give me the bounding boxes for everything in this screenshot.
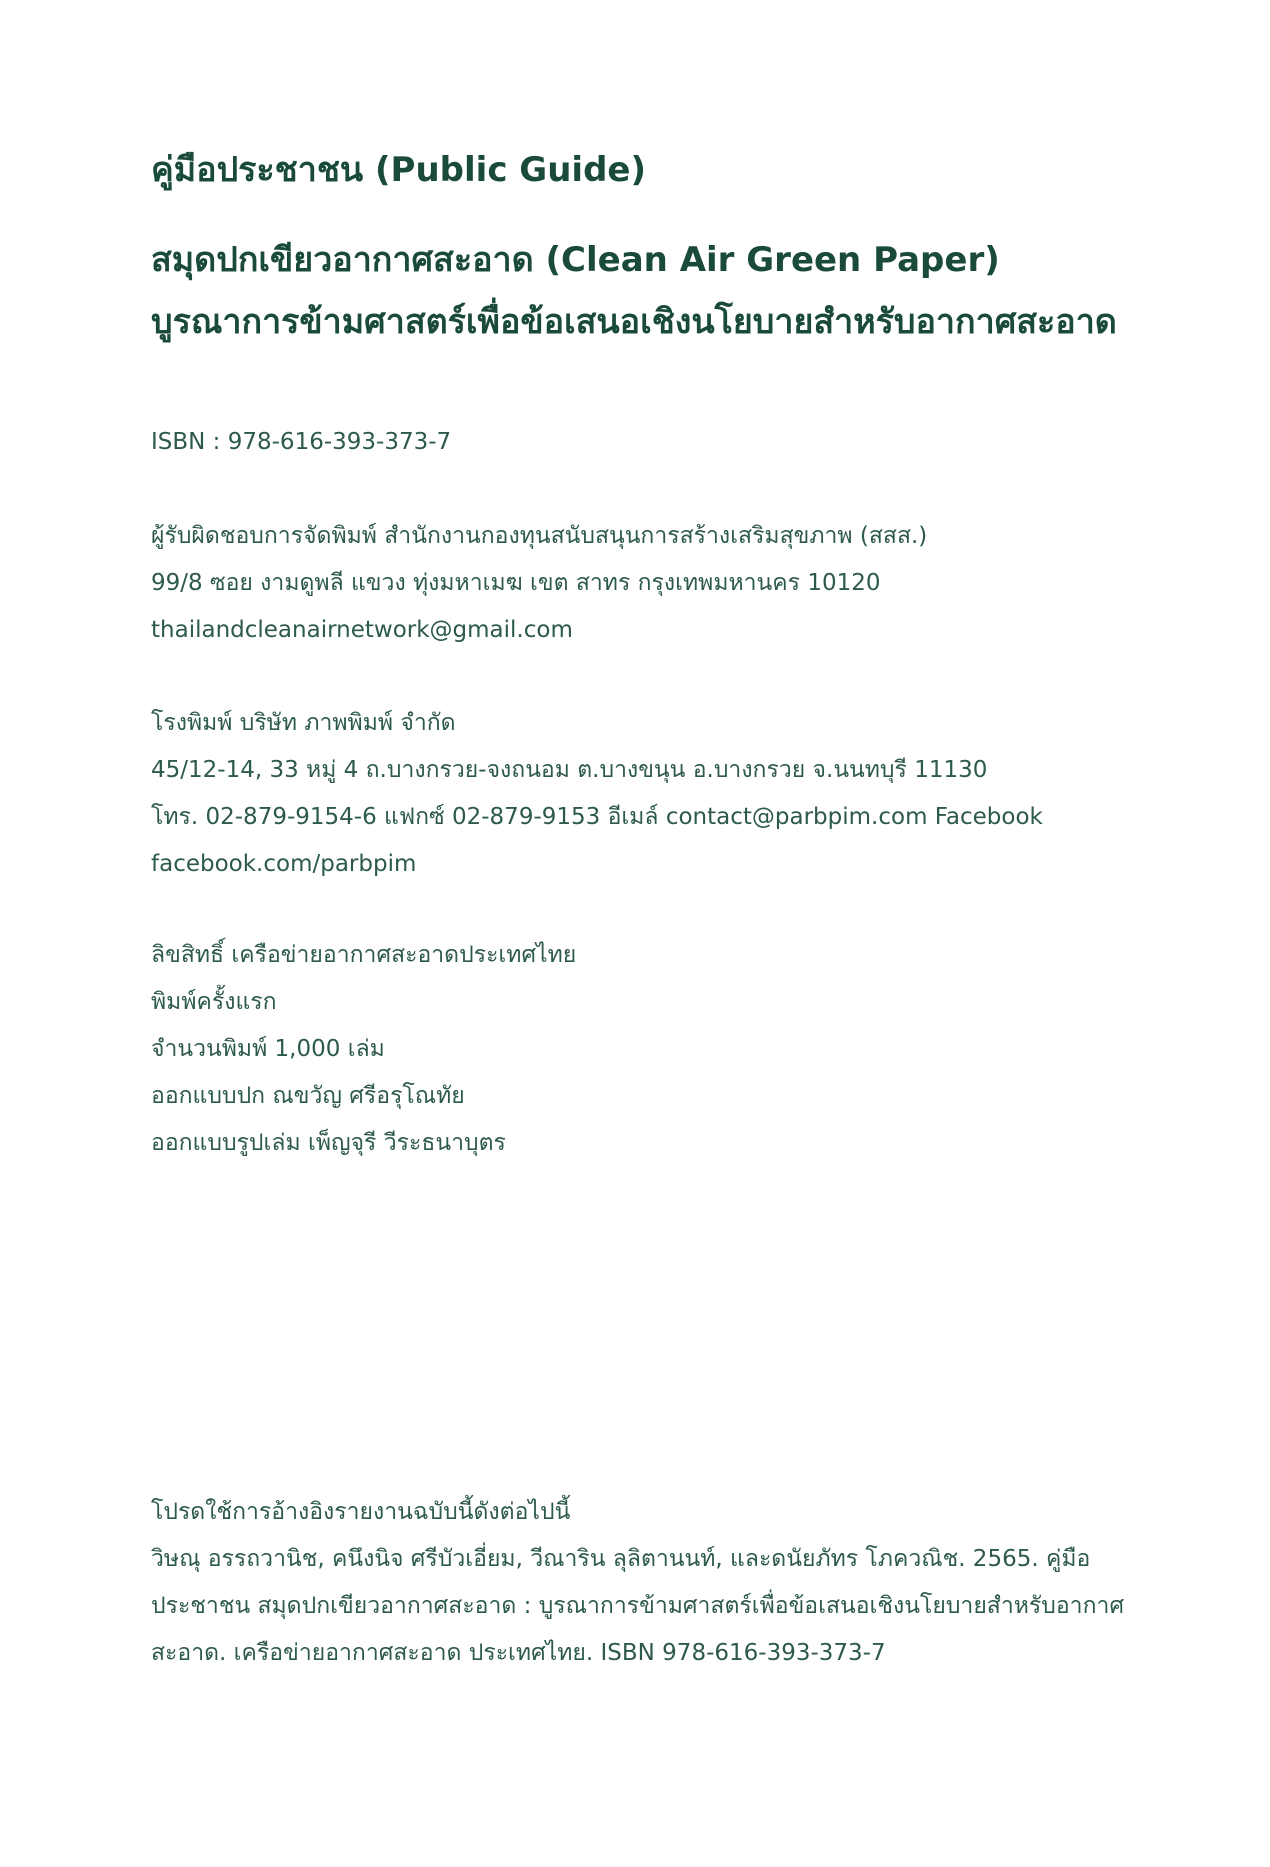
copyright-text: ลิขสิทธิ์ เครือข่ายอากาศสะอาดประเทศไทย: [151, 942, 577, 968]
printer-block: [151, 700, 1043, 888]
layout-design-text: ออกแบบรูปเล่ม เพ็ญจุรี วีระธนาบุตร: [151, 1130, 506, 1156]
publisher-block: [151, 513, 927, 654]
isbn-text: ISBN : 978-616-393-373-7: [151, 429, 452, 455]
citation-line-1: วิษณุ อรรถวานิช, คนึงนิจ ศรีบัวเอี่ยม, วีณาริน ลุลิตานนท์, และดนัยภัทร โภควณิช. 2565. คู่มือ: [151, 1546, 1091, 1572]
publisher-email[interactable]: thailandcleanairnetwork@gmail.com: [151, 617, 573, 643]
cover-design-text: ออกแบบปก ณขวัญ ศรีอรุโณทัย: [151, 1083, 465, 1109]
publisher-address: 99/8 ซอย งามดูพลี แขวง ทุ่งมหาเมฆ เขต สาทร กรุงเทพมหานคร 10120: [151, 570, 881, 596]
citation-heading: โปรดใช้การอ้างอิงรายงานฉบับนี้ดังต่อไปนี้: [151, 1499, 571, 1525]
printer-address: 45/12-14, 33 หมู่ 4 ถ.บางกรวย-จงถนอม ต.บางขนุน อ.บางกรวย จ.นนทบุรี 11130: [151, 757, 988, 783]
edition-text: พิมพ์ครั้งแรก: [151, 989, 277, 1015]
book-title-line-2: บูรณาการข้ามศาสตร์เพื่อข้อเสนอเชิงนโยบายสำหรับอากาศสะอาด: [151, 302, 1117, 342]
printer-name: โรงพิมพ์ บริษัท ภาพพิมพ์ จำกัด: [151, 710, 456, 736]
publisher-name: ผู้รับผิดชอบการจัดพิมพ์ สำนักงานกองทุนสนับสนุนการสร้างเสริมสุขภาพ (สสส.): [151, 523, 928, 549]
citation-block: [151, 1489, 1124, 1677]
printer-contact: โทร. 02-879-9154-6 แฟกซ์ 02-879-9153 อีเมล์ contact@parbpim.com Facebook: [151, 804, 1043, 830]
document-page: [151, 0, 1131, 1867]
citation-line-2: ประชาชน สมุดปกเขียวอากาศสะอาด : บูรณาการข้ามศาสตร์เพื่อข้อเสนอเชิงนโยบายสำหรับอากาศ: [151, 1593, 1125, 1619]
guide-title: คู่มือประชาชน (Public Guide): [151, 150, 647, 190]
book-title: [151, 229, 1117, 353]
book-title-line-1: สมุดปกเขียวอากาศสะอาด (Clean Air Green Paper): [151, 240, 1000, 280]
citation-line-3: สะอาด. เครือข่ายอากาศสะอาด ประเทศไทย. ISBN 978-616-393-373-7: [151, 1640, 886, 1666]
printer-facebook[interactable]: facebook.com/parbpim: [151, 851, 417, 877]
print-run-text: จำนวนพิมพ์ 1,000 เล่ม: [151, 1036, 385, 1062]
credits-block: [151, 932, 576, 1167]
